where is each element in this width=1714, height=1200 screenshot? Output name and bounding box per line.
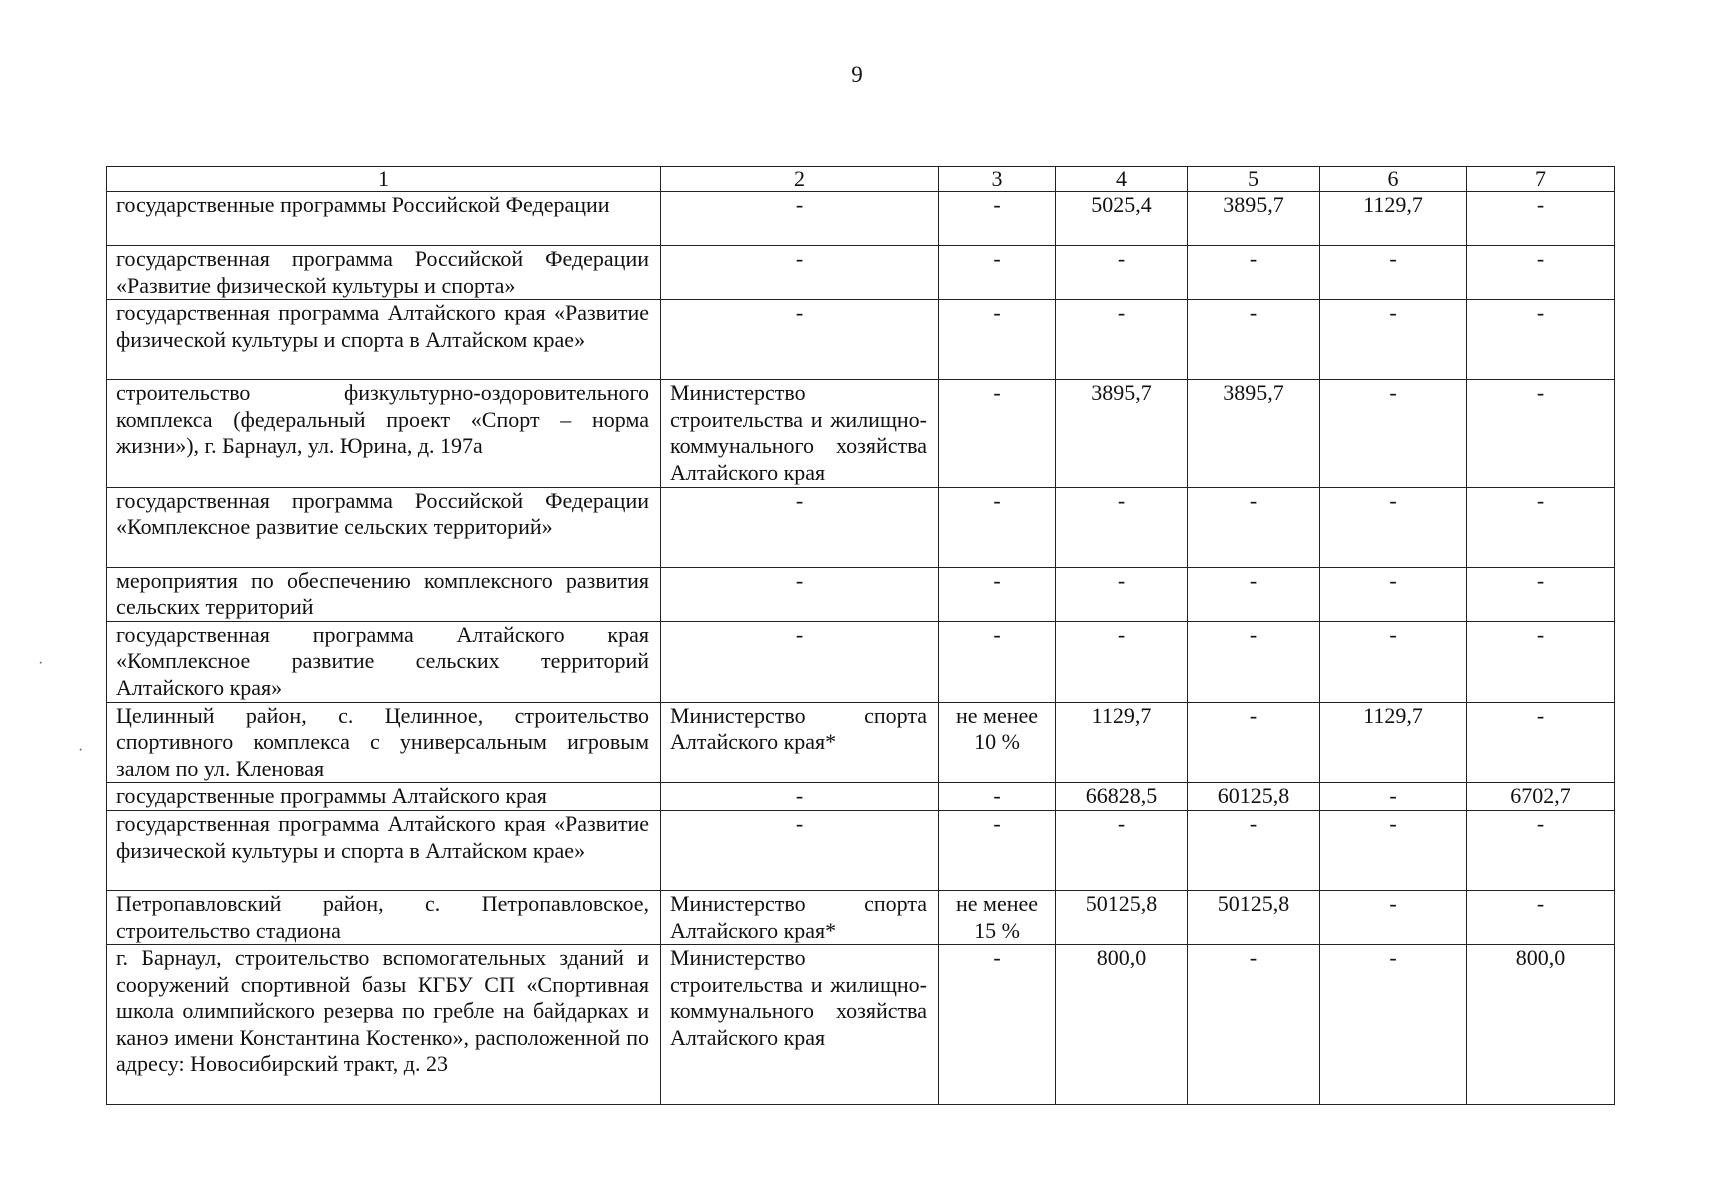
row-name-cell: государственная программа Российской Федерации «Комплексное развитие сельских территорий» — [107, 487, 661, 567]
value-cell: - — [1188, 810, 1320, 890]
table-row — [107, 945, 1615, 1105]
value-cell: - — [1188, 487, 1320, 567]
value-cell: - — [1056, 300, 1188, 380]
scan-speck: · — [38, 655, 44, 672]
value-cell: - — [1056, 246, 1188, 300]
value-cell: - — [1320, 945, 1467, 1105]
value-cell: - — [939, 621, 1056, 702]
value-cell: - — [939, 945, 1056, 1105]
value-cell: - — [939, 192, 1056, 246]
column-header: 3 — [939, 167, 1056, 192]
responsible-cell: - — [661, 810, 939, 890]
value-cell: - — [1056, 567, 1188, 621]
value-cell: - — [1188, 945, 1320, 1105]
value-cell: - — [1467, 810, 1615, 890]
value-cell: 6702,7 — [1467, 783, 1615, 811]
value-cell: - — [1320, 567, 1467, 621]
value-cell: - — [1320, 246, 1467, 300]
responsible-cell: - — [661, 487, 939, 567]
value-cell: 1129,7 — [1320, 192, 1467, 246]
value-cell: 3895,7 — [1056, 380, 1188, 487]
responsible-cell: - — [661, 192, 939, 246]
value-cell: - — [1320, 890, 1467, 944]
funding-table — [106, 166, 1615, 1105]
value-cell: - — [1188, 567, 1320, 621]
value-cell: - — [1188, 621, 1320, 702]
value-cell: - — [939, 246, 1056, 300]
row-name-cell: государственные программы Алтайского края — [107, 783, 661, 811]
responsible-cell: Министерство строительства и жилищно-коммунального хозяйства Алтайского края — [661, 380, 939, 487]
value-cell: 5025,4 — [1056, 192, 1188, 246]
value-cell: - — [1467, 192, 1615, 246]
value-cell: - — [1188, 246, 1320, 300]
row-name-cell: строительство физкультурно-оздоровительного комплекса (федеральный проект «Спорт – норма жизни»), г. Барнаул, ул. Юрина, д. 197а — [107, 380, 661, 487]
table-row — [107, 567, 1615, 621]
row-name-cell: Целинный район, с. Целинное, строительство спортивного комплекса с универсальным игровым залом по ул. Кленовая — [107, 702, 661, 783]
responsible-cell: Министерство спорта Алтайского края* — [661, 890, 939, 944]
table-row — [107, 702, 1615, 783]
row-name-cell: государственные программы Российской Федерации — [107, 192, 661, 246]
column-header: 4 — [1056, 167, 1188, 192]
value-cell: - — [1320, 810, 1467, 890]
scan-speck: · — [78, 742, 84, 759]
value-cell: - — [939, 487, 1056, 567]
value-cell: - — [1188, 300, 1320, 380]
value-cell: 3895,7 — [1188, 192, 1320, 246]
row-name-cell: государственная программа Алтайского края «Развитие физической культуры и спорта в Алтайском крае» — [107, 810, 661, 890]
value-cell: 66828,5 — [1056, 783, 1188, 811]
value-cell: - — [939, 300, 1056, 380]
responsible-cell: - — [661, 246, 939, 300]
value-cell: - — [1320, 621, 1467, 702]
value-cell: - — [939, 567, 1056, 621]
value-cell: 50125,8 — [1056, 890, 1188, 944]
value-cell: - — [1056, 810, 1188, 890]
table-row — [107, 192, 1615, 246]
value-cell: 60125,8 — [1188, 783, 1320, 811]
column-header: 5 — [1188, 167, 1320, 192]
value-cell: - — [1467, 380, 1615, 487]
value-cell: - — [1320, 783, 1467, 811]
value-cell: - — [1320, 487, 1467, 567]
responsible-cell: Министерство спорта Алтайского края* — [661, 702, 939, 783]
value-cell: - — [1467, 246, 1615, 300]
value-cell: 3895,7 — [1188, 380, 1320, 487]
value-cell: - — [1467, 702, 1615, 783]
value-cell: - — [1320, 380, 1467, 487]
value-cell: 1129,7 — [1056, 702, 1188, 783]
row-name-cell: г. Барнаул, строительство вспомогательных зданий и сооружений спортивной базы КГБУ СП «Спортивная школа олимпийского резерва по гребле на байдарках и каноэ имени Константина Костенко», расположенной по адресу: Новосибирский тракт, д. 23 — [107, 945, 661, 1105]
value-cell: - — [939, 783, 1056, 811]
value-cell: не менее 15 % — [939, 890, 1056, 944]
value-cell: 1129,7 — [1320, 702, 1467, 783]
value-cell: - — [1188, 702, 1320, 783]
table-row — [107, 246, 1615, 300]
value-cell: 800,0 — [1467, 945, 1615, 1105]
column-header: 2 — [661, 167, 939, 192]
row-name-cell: государственная программа Алтайского края «Комплексное развитие сельских территорий Алтайского края» — [107, 621, 661, 702]
value-cell: - — [939, 810, 1056, 890]
value-cell: - — [1056, 621, 1188, 702]
value-cell: не менее 10 % — [939, 702, 1056, 783]
row-name-cell: Петропавловский район, с. Петропавловское, строительство стадиона — [107, 890, 661, 944]
value-cell: - — [1467, 300, 1615, 380]
value-cell: 50125,8 — [1188, 890, 1320, 944]
table-row — [107, 300, 1615, 380]
column-header: 7 — [1467, 167, 1615, 192]
responsible-cell: - — [661, 567, 939, 621]
page-number: 9 — [851, 62, 863, 87]
value-cell: - — [1467, 621, 1615, 702]
row-name-cell: государственная программа Алтайского края «Развитие физической культуры и спорта в Алтайском крае» — [107, 300, 661, 380]
table-row — [107, 783, 1615, 811]
row-name-cell: государственная программа Российской Федерации «Развитие физической культуры и спорта» — [107, 246, 661, 300]
table-header-row — [107, 167, 1615, 192]
responsible-cell: - — [661, 621, 939, 702]
row-name-cell: мероприятия по обеспечению комплексного развития сельских территорий — [107, 567, 661, 621]
value-cell: - — [1467, 890, 1615, 944]
value-cell: - — [1467, 567, 1615, 621]
value-cell: 800,0 — [1056, 945, 1188, 1105]
column-header: 6 — [1320, 167, 1467, 192]
value-cell: - — [1467, 487, 1615, 567]
value-cell: - — [1056, 487, 1188, 567]
responsible-cell: Министерство строительства и жилищно-коммунального хозяйства Алтайского края — [661, 945, 939, 1105]
table-row — [107, 380, 1615, 487]
value-cell: - — [939, 380, 1056, 487]
value-cell: - — [1320, 300, 1467, 380]
table-row — [107, 621, 1615, 702]
table-row — [107, 890, 1615, 944]
table-row — [107, 810, 1615, 890]
responsible-cell: - — [661, 783, 939, 811]
responsible-cell: - — [661, 300, 939, 380]
table-row — [107, 487, 1615, 567]
column-header: 1 — [107, 167, 661, 192]
